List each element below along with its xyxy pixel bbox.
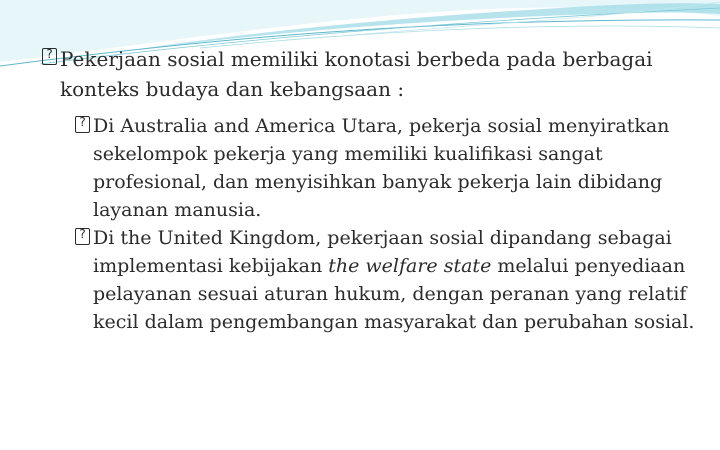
main-bullet-text: Pekerjaan sosial memiliki konotasi berbeda pada berbagai konteks budaya dan kebangsaan : (60, 47, 653, 101)
sub-bullet-text-italic: the welfare state (328, 255, 492, 277)
sub-bullet-australia (75, 112, 702, 224)
sub-bullet-list (75, 112, 702, 336)
slide-content (42, 44, 702, 336)
sub-bullet-text: Di Australia and America Utara, pekerja sosial menyiratkan sekelompok pekerja yang memiliki kualifikasi sangat profesional, dan menyisihkan banyak pekerja lain dibidang layanan manusia. (93, 115, 670, 221)
sub-bullet-uk (75, 224, 702, 336)
sub-bullet-text-before: Di the United Kingdom, pekerjaan sosial dipandang sebagai implementasi kebijakan (93, 227, 672, 277)
main-bullet (42, 44, 702, 104)
missing-glyph-bullet-icon (75, 116, 90, 133)
sub-bullet-text-after: melalui penyediaan pelayanan sesuai aturan hukum, dengan peranan yang relatif kecil dalam pengembangan masyarakat dan perubahan sosial. (93, 255, 695, 333)
missing-glyph-bullet-icon (42, 48, 57, 65)
sub-bullet-text-uk (93, 224, 702, 336)
missing-glyph-bullet-icon (75, 228, 90, 245)
